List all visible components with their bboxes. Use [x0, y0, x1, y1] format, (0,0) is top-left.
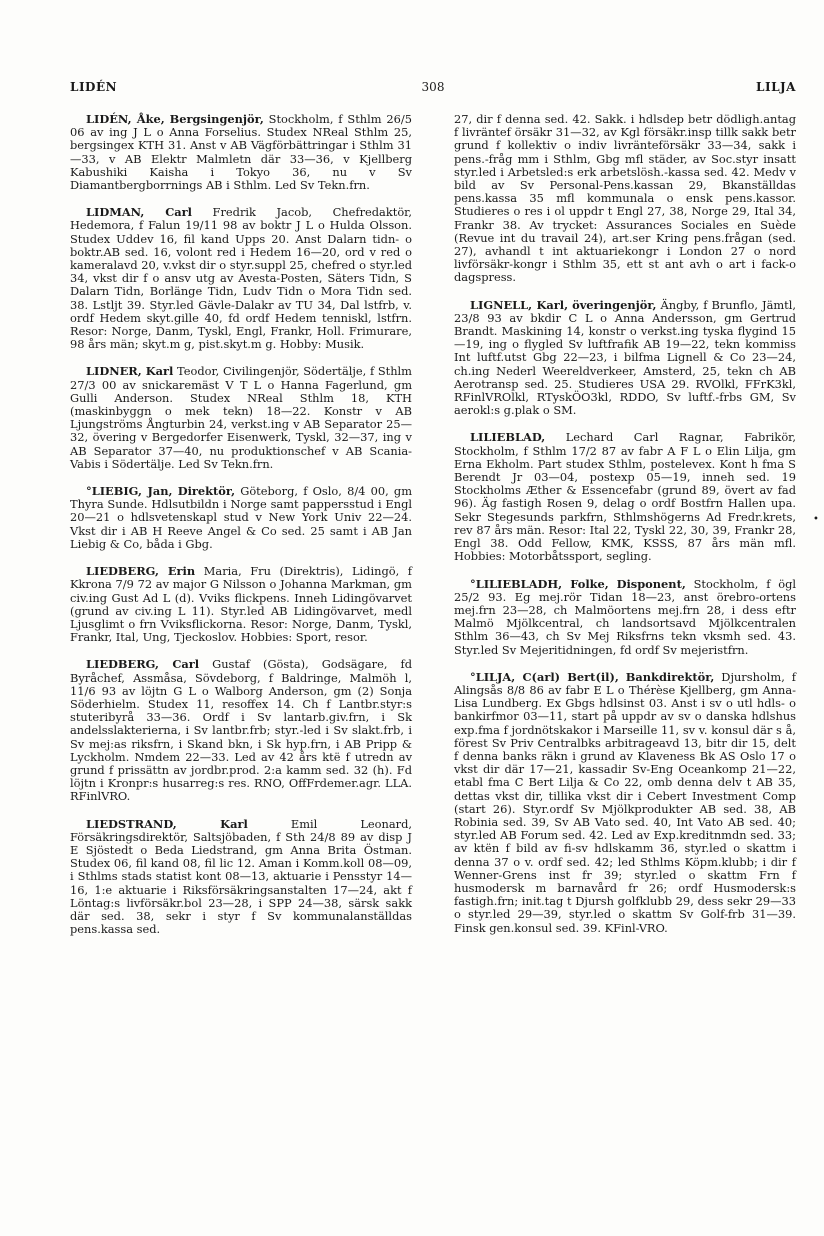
entry-text: Teodor, Civilingenjör, Södertälje, f Sthlm 27/3 00 av snickaremäst V T L o Hanna Fagerlund, gm Gulli Anderson. Studex NReal Sthlm 18, KTH (maskinbyggn o mek tekn) 18—22. Konstr v AB Ljungströms Ångturbin 24, verkst.ing v AB Separator 25—32, övering v Bergedorfer Eisenwerk, Tyskl, 32—37, ing v AB Separator 37—40, nu produktionschef v AB Scania-Vabis i Södertälje. Led Sv Tekn.frn. — [70, 364, 412, 471]
entry-text: 27, dir f denna sed. 42. Sakk. i hdlsdep betr dödligh.antag f livräntef örsäkr 31—32, av Kgl försäkr.insp tillk sakk betr grund f kollektiv o indiv livränteförsäkr 33—34, sakk i pens.-fråg mm i Sthlm, Gbg mfl städer, av Soc.styr insatt styr.led i Arbetsled:s erk arbetslösh.-kassa sed. 42. Medv v bild av Sv Personal-Pens.kassan 29, Bkanställdas pens.kassa 35 mfl kommunala o ensk pens.kassor. Studieres o res i ol uppdr t Engl 27, 38, Norge 29, Ital 34, Frankr 38. Av trycket: Assurances Sociales en Suède (Revue int du travail 24), art.ser Kring pens.frågan (sed. 27), avhandl t int aktuariekongr i London 27 o nord livförsäkr-kongr i Sthlm 35, ett st ant avh o art i fack-o dagspress. — [454, 112, 796, 285]
entry-title: Direktör, — [177, 484, 236, 499]
entry — [70, 658, 412, 803]
header-left-keyword: LIDÉN — [70, 80, 118, 94]
entry-text: Stockholm, f ögl 25/2 93. Eg mej.rör Tidan 18—23, anst örebro-ortens mej.frn 23—28, ch Malmöortens mej.frn 28, i dess eftr Malmö Mjölkcentral, ch landsortsavd Mjölkcentralen Sthlm 36—43, ch Sv Mej Riksfrns tekn vksmh sed. 43. Styr.led Sv Mejeritidningen, fd ordf Sv mejeristfrn. — [454, 576, 797, 657]
entry — [70, 365, 412, 471]
entry — [454, 431, 796, 563]
left-column — [70, 113, 412, 950]
entry-name: °LILIEBLADH, Folke, — [470, 576, 609, 591]
page-header — [70, 80, 796, 98]
margin-mark: • — [813, 514, 819, 525]
entry — [70, 565, 412, 644]
entry-text: Emil Leonard, Försäkringsdirektör, Saltsjöbaden, f Sth 24/8 89 av disp J E Sjöstedt o Beda Liedstrand, gm Anna Brita Östman. Studex 06, fil kand 08, fil lic 12. Aman i Komm.koll 08—09, i Sthlms stads statist kont 08—13, aktuarie i Pensstyr 14—16, 1:e aktuarie i Riksförsäkringsanstalten 17—24, akt f Löntag:s livförsäkr.bol 23—28, i SPP 24—38, särsk sakk där sed. 38, sekr i styr f Sv kommunalanställdas pens.kassa sed. — [70, 816, 413, 937]
entry-title: överingenjör, — [572, 297, 657, 312]
entry-name: LIEDBERG, Carl — [86, 657, 200, 672]
entry-name: LILIEBLAD, — [470, 430, 546, 445]
entry-text: Lechard Carl Ragnar, Fabrikör, Stockholm, f Sthlm 17/2 87 av fabr A F L o Elin Lilja, gm Erna Ekholm. Part studex Sthlm, postelevex. Kont h fma S Berendt Jr 03—04, postexp 05—19, inneh sed. 19 Stockholms Æther & Essencefabr (grund 89, övert av fad 96). Äg fastigh Rosen 9, delag o ordf Bostfrn Hallen upa. Sekr Stegesunds parkfrn, Sthlmshögerns Ad Fredr.krets, rev 87 års män. Resor: Ital 22, Tyskl 22, 30, 39, Frankr 28, Engl 38. Odd Fellow, KMK, KSSS, 87 års män mfl. Hobbies: Motorbåtssport, segling. — [454, 430, 796, 564]
entry-name: LIDNER, Karl — [86, 364, 174, 379]
entry-text: Fredrik Jacob, Chefredaktör, Hedemora, f Falun 19/11 98 av boktr J L o Hulda Olsson. Studex Uddev 16, fil kand Upps 20. Anst Dalarn tidn- o boktr.AB sed. 16, volont red i Hedem 16—20, ord v red o kameralavd 20, v.vkst dir o styr.suppl 25, chefred o styr.led 34, vkst dir f o ansv utg av Avesta-Posten, Säters Tidn, S Dalarn Tidn, Borlänge Tidn, Ludv Tidn o Mora Tidn sed. 38. Lstljt 39. Styr.led Gävle-Dalakr av TU 34, Dal lstfrb, v. ordf Hedem skyt.gille 40, fd ordf Hedem tenniskl, lstfrn. Resor: Norge, Danm, Tyskl, Engl, Frankr, Holl. Frimurare, 98 års män; skyt.m g, pist.skyt.m g. Hobby: Musik. — [70, 205, 412, 352]
entry-text: Stockholm, f Sthlm 26/5 06 av ing J L o Anna Forselius. Studex NReal Sthlm 25, bergsingex KTH 31. Anst v AB Vägförbättringar i Sthlm 31—33, v AB Elektr Malmletn där 33—36, v Kjellberg Kabushiki Kaisha i Tokyo 36, nu v Sv Diamantbergborrnings AB i Sthlm. Led Sv Tekn.frn. — [70, 112, 412, 193]
entry-text: Djursholm, f Alingsås 8/8 86 av fabr E L o Thérèse Kjellberg, gm Anna-Lisa Lundberg. Ex Gbgs hdlsinst 03. Anst i sv o utl hdls- o bankirfmor 03—11, start på uppdr av sv o danska hdlshus exp.fma f jordnötskakor i Marseille 11, sv v. konsul där s å, förest Sv Priv Centralbks arbitrageavd 13, bitr dir 15, delt f denna banks räkn i grund av Klaveness Bk AS Oslo 17 o vkst dir där 17—21, kassadir Sv-Eng Oceankomp 21—22, etabl fma C Bert Lilja & Co 22, omb denna delv t AB 35, dettas vkst dir, tillika vkst dir i Cebert Investment Comp (start 26). Styr.ordf Sv Mjölkprodukter AB sed. 38, AB Robinia sed. 39, Sv AB Vato sed. 40, Int Vato AB sed. 40; styr.led AB Forum sed. 42. Led av Exp.kreditnmdn sed. 33; av ktën f bild av fi-sv hdlskamm 36, styr.led o skattm i denna 37 o v. ordf sed. 42; led Sthlms Köpm.klubb; i dir f Wenner-Grens inst fr 39; styr.led o skattm Frn f husmodersk m barnavård fr 26; ordf Husmodersk:s fastigh.frn; init.tag t Djursh golfklubb 29, dess sekr 29—33 o styr.led 29—39, styr.led o skattm Sv Golf-frb 31—39. Finsk gen.konsul sed. 39. KFinl-VRO. — [454, 669, 796, 935]
entry-name: LIEDBERG, Erin — [86, 564, 196, 579]
entry-name: LIEDSTRAND, Karl — [86, 816, 248, 831]
entry — [70, 485, 412, 551]
entry — [454, 299, 796, 418]
right-column — [454, 113, 796, 949]
header-right-keyword: LILJA — [756, 80, 796, 94]
entry-title: Bankdirektör, — [625, 669, 715, 684]
entry-title: Disponent, — [616, 576, 686, 591]
entry-title: Bergsingenjör, — [169, 112, 264, 126]
entry-text: Göteborg, f Oslo, 8/4 00, gm Thyra Sunde. Hdlsutbildn i Norge samt pappersstud i Engl 20—21 o hdlsvetenskapl stud v New York Univ 22—24. Vkst dir i AB H Reeve Angel & Co sed. 25 samt i AB Jan Liebig & Co, båda i Gbg. — [70, 484, 412, 551]
entry — [70, 113, 412, 192]
entry — [70, 206, 412, 351]
entry-text: Ängby, f Brunflo, Jämtl, 23/8 93 av bkdir C L o Anna Andersson, gm Gertrud Brandt. Maskining 14, konstr o verkst.ing tyska flygind 15—19, ing o flygled Sv luftfrafik AB 19—22, tekn kommiss Int luftf.utst Gbg 22—23, i bilfma Lignell & Co 23—24, ch.ing Nederl Weereldverkeer, Amsterd, 25, tekn ch AB Aerotransp sed. 25. Studieres USA 29. RVOlkl, FFrK3kl, RFinlVROlkl, RTyskÖO3kl, RDDO, Sv luftf.-frbs GM, Sv aerokl:s g.plak o SM. — [454, 297, 797, 418]
entry — [454, 671, 796, 935]
page-number: 308 — [421, 80, 445, 94]
entry-name: LIGNELL, Karl, — [470, 297, 569, 312]
entry-text: Maria, Fru (Direktris), Lidingö, f Kkrona 7/9 72 av major G Nilsson o Johanna Markman, gm civ.ing Gust Ad L (d). Vviks flickpens. Inneh Lidingövarvet (grund av civ.ing L 11). Styr.led AB Lidingövarvet, medl Ljusglimt o frn Vviksflickorna. Resor: Norge, Danm, Tyskl, Frankr, Ital, Ung, Tjeckoslov. Hobbies: Sport, resor. — [70, 564, 413, 645]
entry-name: LIDMAN, Carl — [86, 205, 192, 220]
entry-name: °LILJA, C(arl) Bert(il), — [470, 669, 619, 684]
entry — [454, 578, 796, 657]
entry-continuation — [454, 113, 796, 285]
entry — [70, 818, 412, 937]
entry-text: Gustaf (Gösta), Godsägare, fd Byråchef, Assmåsa, Sövdeborg, f Baldringe, Malmöh l, 11/6 93 av löjtn G L o Walborg Anderson, gm (2) Sonja Söderhielm. Studex 11, resoffex 14. Ch f Lantbr.styr:s stuteribyrå 33—36. Ordf i Sv lantarb.giv.frn, i Sk andelsslakterierna, i Sv lantbr.frb; styr.-led i Sv slakt.frb, i Sv mej:as riksfrn, i Skand bkn, i Sk hyp.frn, i AB Pripp & Lyckholm. Nmdem 22—33. Led av 42 års ktë f utredn av grund f prissättn av jordbr.prod. 2:a kamm sed. 32 (h). Fd löjtn i Kronpr:s husarreg:s res. RNO, OffFrdemer.agr. LLA. RFinlVRO. — [70, 657, 413, 804]
entry-name: LIDÉN, Åke, — [86, 112, 165, 126]
entry-name: °LIEBIG, Jan, — [86, 484, 173, 499]
